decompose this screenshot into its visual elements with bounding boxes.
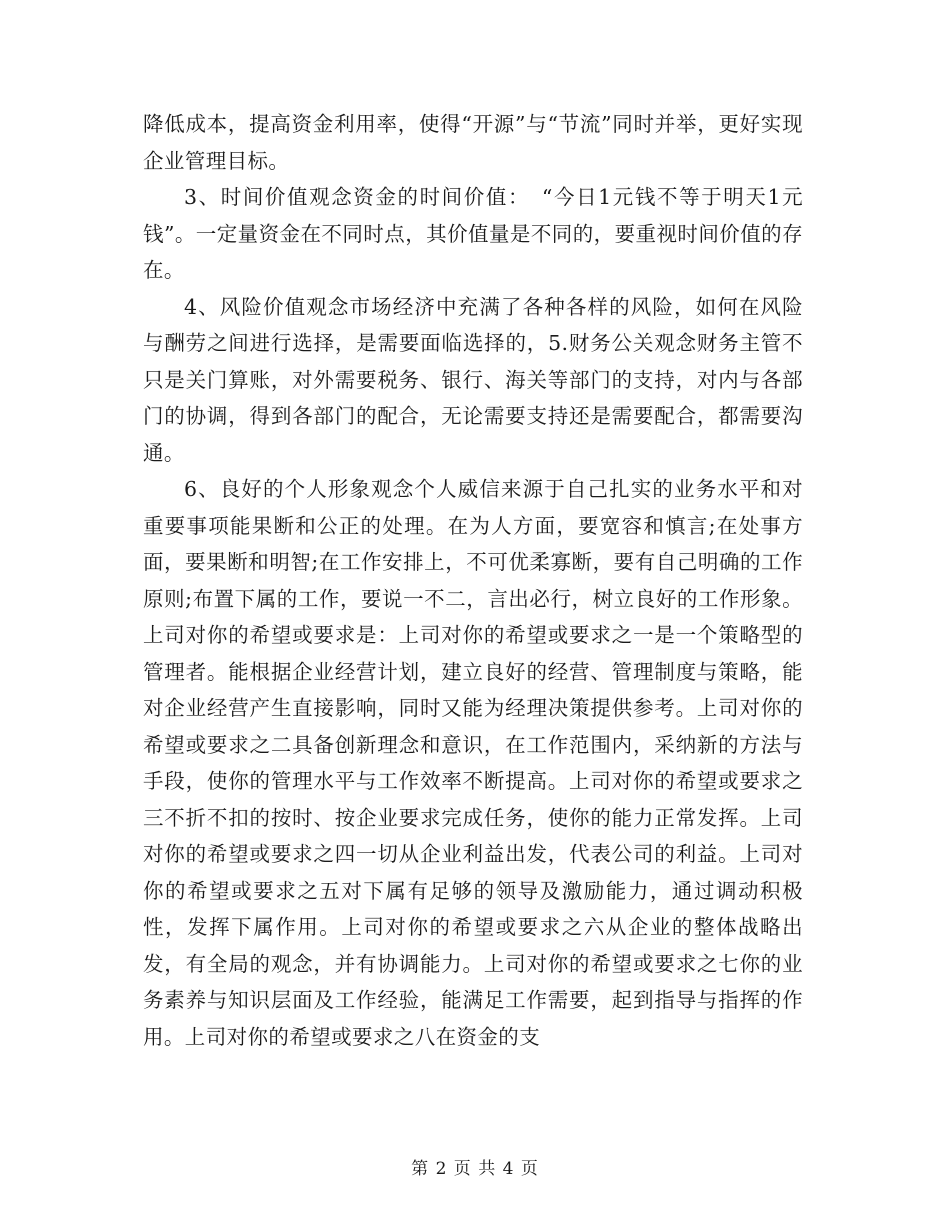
document-body bbox=[143, 106, 803, 1055]
paragraph-continuation: 降低成本，提高资金利用率，使得“开源”与“节流”同时并举，更好实现企业管理目标。 bbox=[143, 112, 803, 173]
paragraph-time-value: 3、时间价值观念资金的时间价值： “今日1元钱不等于明天1元钱”。一定量资金在不同时点，其价值量是不同的，要重视时间价值的存在。 bbox=[143, 185, 803, 282]
page-number-footer: 第 2 页 共 4 页 bbox=[411, 1159, 539, 1179]
paragraph-risk-value: 4、风险价值观念市场经济中充满了各种各样的风险，如何在风险与酬劳之间进行选择，是需要面临选择的，5.财务公关观念财务主管不只是关门算账，对外需要税务、银行、海关等部门的支持，对内与各部门的协调，得到各部门的配合，无论需要支持还是需要配合，都需要沟通。 bbox=[143, 294, 803, 465]
paragraph-personal-image: 6、良好的个人形象观念个人威信来源于自己扎实的业务水平和对重要事项能果断和公正的处理。在为人方面，要宽容和慎言;在处事方面，要果断和明智;在工作安排上，不可优柔寡断，要有自己明确的工作原则;布置下属的工作，要说一不二，言出必行，树立良好的工作形象。上司对你的希望或要求是：上司对你的希望或要求之一是一个策略型的管理者。能根据企业经营计划，建立良好的经营、管理制度与策略，能对企业经营产生直接影响，同时又能为经理决策提供参考。上司对你的希望或要求之二具备创新理念和意识，在工作范围内，采纳新的方法与手段，使你的管理水平与工作效率不断提高。上司对你的希望或要求之三不折不扣的按时、按企业要求完成任务，使你的能力正常发挥。上司对你的希望或要求之四一切从企业利益出发，代表公司的利益。上司对你的希望或要求之五对下属有足够的领导及激励能力，通过调动积极性，发挥下属作用。上司对你的希望或要求之六从企业的整体战略出发，有全局的观念，并有协调能力。上司对你的希望或要求之七你的业务素养与知识层面及工作经验，能满足工作需要，起到指导与指挥的作用。上司对你的希望或要求之八在资金的支 bbox=[143, 477, 803, 1049]
